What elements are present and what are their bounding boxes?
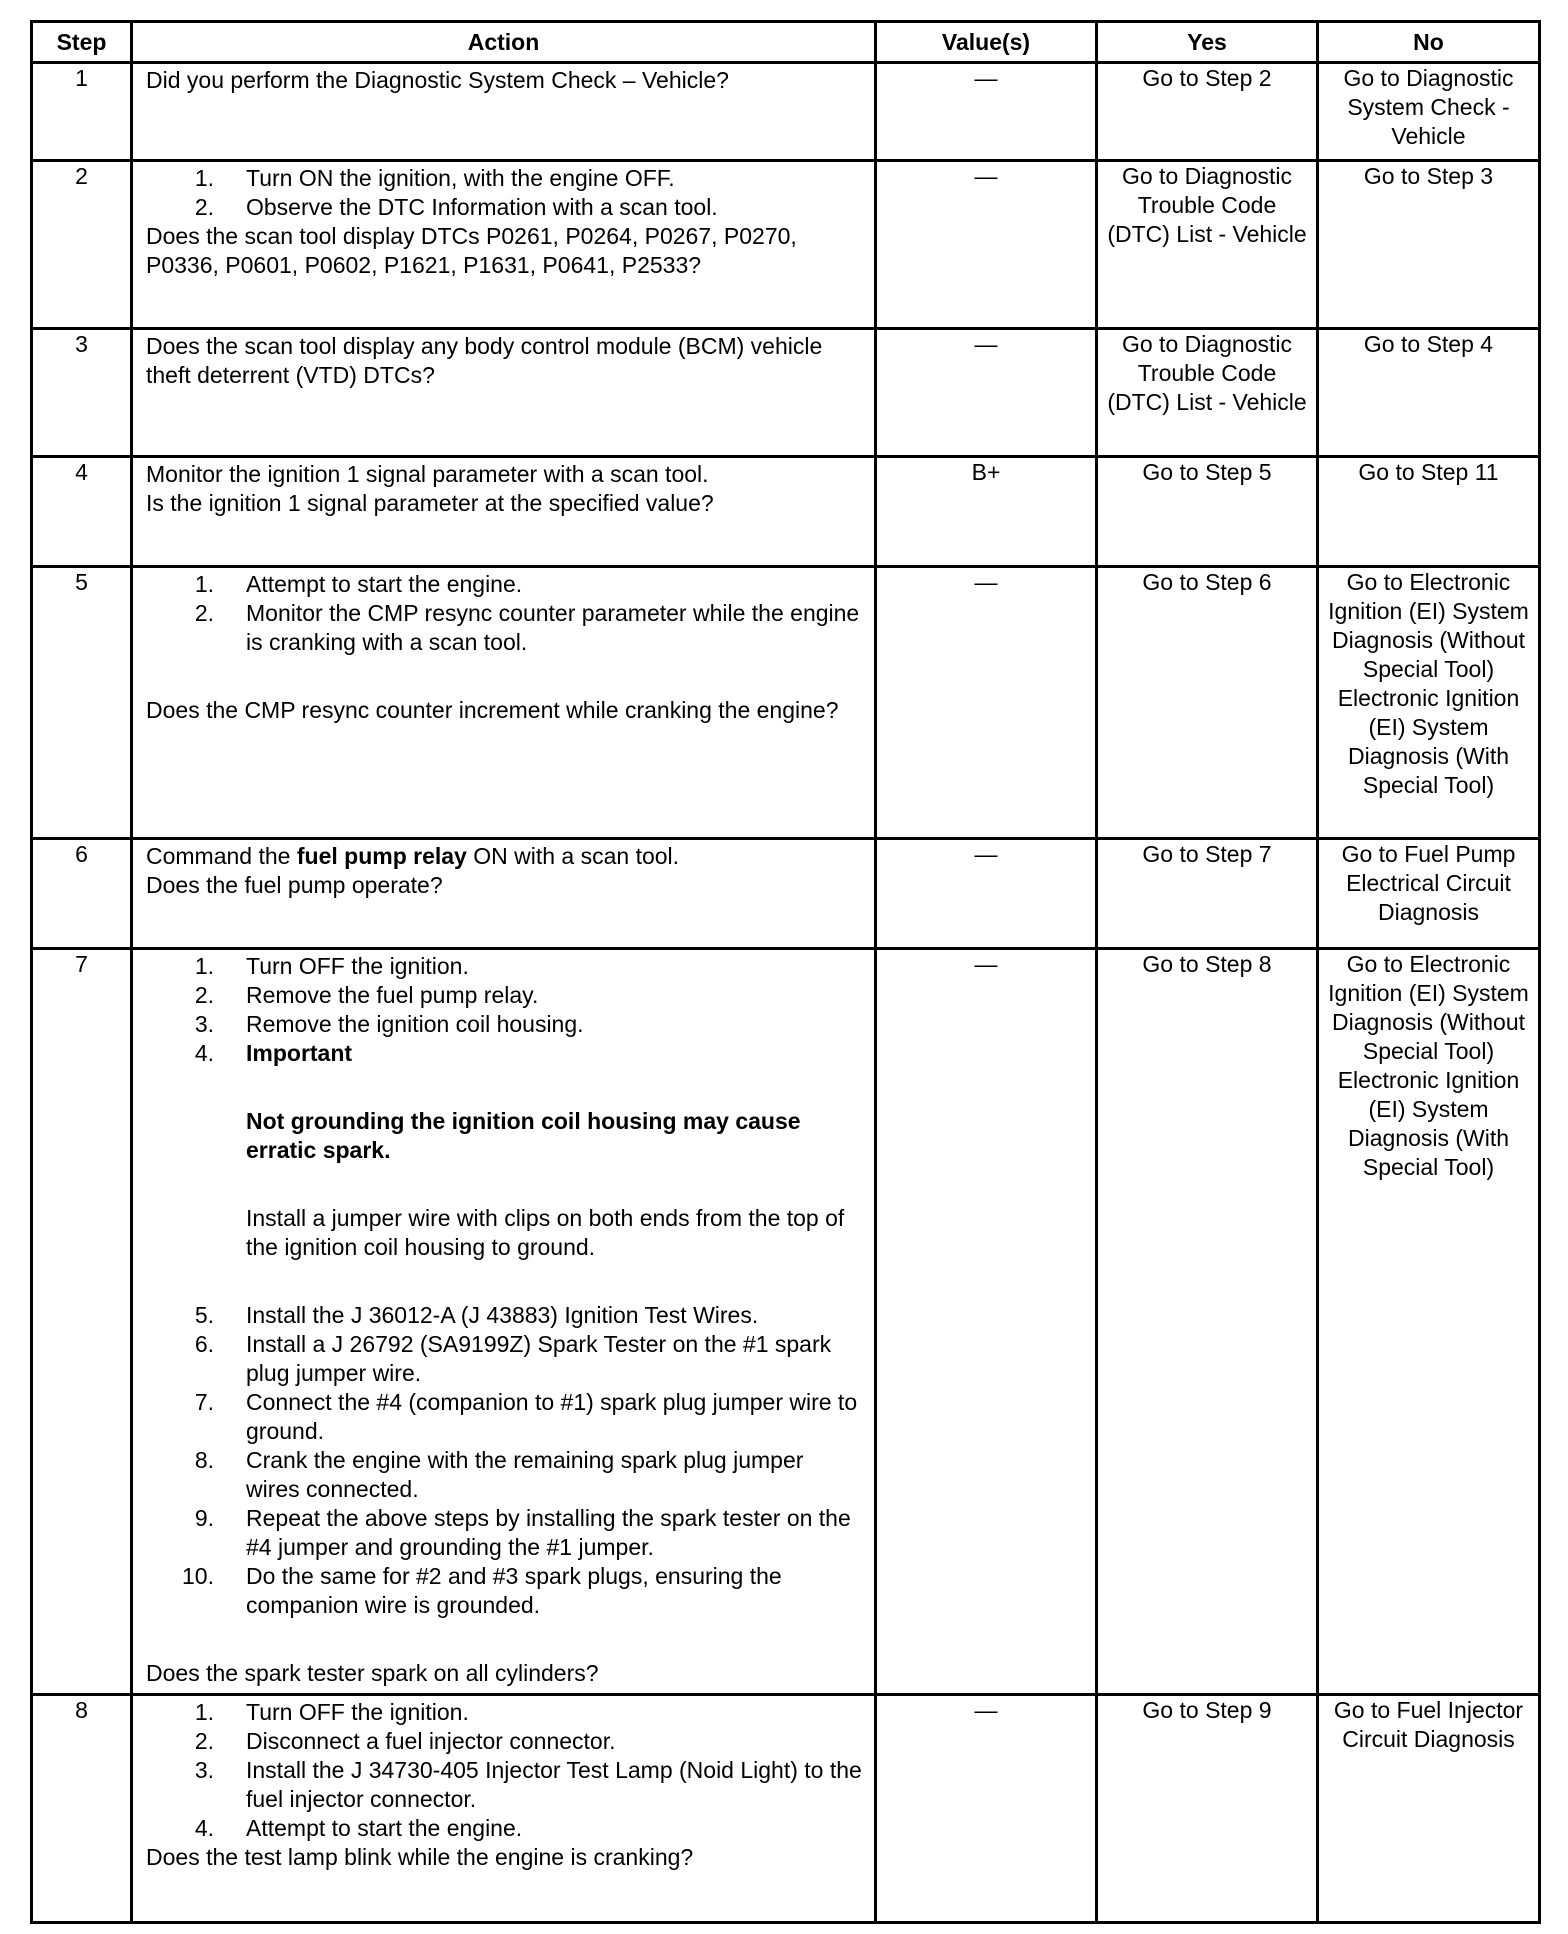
yes-cell [1097, 567, 1318, 839]
yes-link[interactable]: Go to Diagnostic Trouble Code (DTC) List - Vehicle [1107, 163, 1307, 247]
yes-cell [1097, 161, 1318, 329]
no-link[interactable]: Go to Diagnostic System Check - Vehicle [1343, 65, 1514, 149]
value-cell: B+ [876, 457, 1097, 567]
action-cell [132, 1695, 876, 1923]
no-cell [1318, 949, 1540, 1695]
action-steps [146, 1698, 862, 1843]
yes-link[interactable]: Go to Step 6 [1142, 569, 1272, 595]
yes-cell [1097, 457, 1318, 567]
yes-cell [1097, 329, 1318, 457]
action-steps [146, 570, 862, 657]
yes-link[interactable]: Go to Step 9 [1142, 1697, 1272, 1723]
list-item: 4. Important [194, 1040, 353, 1066]
yes-cell [1097, 63, 1318, 161]
step-number: 2 [32, 161, 132, 329]
yes-cell [1097, 1695, 1318, 1923]
no-link[interactable]: Go to Electronic Ignition (EI) System Diagnosis (Without Special Tool) Electronic Ignition (EI) System Diagnosis (With Special Tool) [1328, 951, 1529, 1180]
table-row [32, 63, 1540, 161]
action-cell [132, 949, 876, 1695]
action-cell [132, 329, 876, 457]
action-question: Does the scan tool display DTCs P0261, P0264, P0267, P0270, P0336, P0601, P0602, P1621, P1631, P0641, P2533? [146, 223, 797, 278]
table-row [32, 949, 1540, 1695]
action-question: Does the test lamp blink while the engine is cranking? [146, 1844, 694, 1870]
list-item: 5. Install the J 36012-A (J 43883) Ignition Test Wires. [194, 1302, 759, 1328]
list-item: 9. Repeat the above steps by installing the spark tester on the #4 jumper and grounding the #1 jumper. [194, 1505, 851, 1560]
table-row [32, 839, 1540, 949]
value-cell: — [876, 1695, 1097, 1923]
list-item: 1. Turn ON the ignition, with the engine OFF. [194, 165, 675, 191]
action-question: Does the CMP resync counter increment while cranking the engine? [146, 697, 839, 723]
no-link[interactable]: Go to Step 3 [1363, 163, 1494, 189]
list-item: 6. Install a J 26792 (SA9199Z) Spark Tester on the #1 spark plug jumper wire. [194, 1331, 832, 1386]
value-cell: — [876, 949, 1097, 1695]
action-question: Does the fuel pump operate? [146, 872, 443, 898]
no-link[interactable]: Go to Electronic Ignition (EI) System Diagnosis (Without Special Tool) Electronic Ignition (EI) System Diagnosis (With Special Tool) [1328, 569, 1529, 798]
step-number: 1 [32, 63, 132, 161]
list-item: 4. Attempt to start the engine. [194, 1815, 523, 1841]
yes-link[interactable]: Go to Step 5 [1142, 459, 1272, 485]
action-question: Does the scan tool display any body control module (BCM) vehicle theft deterrent (VTD) DTCs? [146, 333, 823, 388]
action-instruction: Monitor the ignition 1 signal parameter with a scan tool. [146, 461, 709, 487]
step-number: 6 [32, 839, 132, 949]
important-text: Install a jumper wire with clips on both ends from the top of the ignition coil housing to ground. [246, 1205, 845, 1260]
value-cell: — [876, 329, 1097, 457]
no-link[interactable]: Go to Step 4 [1363, 331, 1494, 357]
yes-link[interactable]: Go to Step 8 [1142, 951, 1272, 977]
no-link[interactable]: Go to Fuel Pump Electrical Circuit Diagnosis [1341, 841, 1516, 925]
no-cell [1318, 63, 1540, 161]
no-cell [1318, 567, 1540, 839]
step-number: 3 [32, 329, 132, 457]
list-item: 3. Remove the ignition coil housing. [194, 1011, 584, 1037]
list-item: 1. Attempt to start the engine. [194, 571, 523, 597]
header-row [32, 22, 1540, 63]
table-row [32, 329, 1540, 457]
value-cell: — [876, 839, 1097, 949]
important-note: Not grounding the ignition coil housing may cause erratic spark. [246, 1108, 801, 1163]
yes-link[interactable]: Go to Step 2 [1142, 65, 1272, 91]
header-no: No [1318, 22, 1540, 63]
step-number: 7 [32, 949, 132, 1695]
value-cell: — [876, 567, 1097, 839]
step-number: 5 [32, 567, 132, 839]
list-item: 7. Connect the #4 (companion to #1) spark plug jumper wire to ground. [194, 1389, 858, 1444]
list-item: 1. Turn OFF the ignition. [194, 1699, 469, 1725]
action-cell [132, 839, 876, 949]
important-block [146, 1068, 862, 1301]
yes-cell [1097, 949, 1318, 1695]
step-number: 4 [32, 457, 132, 567]
header-values: Value(s) [876, 22, 1097, 63]
list-item: 2. Remove the fuel pump relay. [194, 982, 539, 1008]
list-item: 3. Install the J 34730-405 Injector Test Lamp (Noid Light) to the fuel injector connector. [194, 1757, 862, 1812]
action-question: Did you perform the Diagnostic System Check – Vehicle? [146, 67, 729, 93]
table-row [32, 1695, 1540, 1923]
no-cell [1318, 1695, 1540, 1923]
header-yes: Yes [1097, 22, 1318, 63]
no-cell [1318, 161, 1540, 329]
yes-link[interactable]: Go to Diagnostic Trouble Code (DTC) List - Vehicle [1107, 331, 1307, 415]
list-item: 2. Disconnect a fuel injector connector. [194, 1728, 616, 1754]
header-action: Action [132, 22, 876, 63]
no-cell [1318, 329, 1540, 457]
no-link[interactable]: Go to Fuel Injector Circuit Diagnosis [1333, 1697, 1524, 1752]
yes-cell [1097, 839, 1318, 949]
action-steps [146, 164, 862, 222]
list-item: 1. Turn OFF the ignition. [194, 953, 469, 979]
step-number: 8 [32, 1695, 132, 1923]
action-cell [132, 457, 876, 567]
value-cell: — [876, 161, 1097, 329]
diagnostic-table [30, 20, 1541, 1924]
action-cell [132, 567, 876, 839]
list-item: 2. Observe the DTC Information with a scan tool. [194, 194, 718, 220]
no-cell [1318, 457, 1540, 567]
table-row [32, 567, 1540, 839]
action-cell [132, 63, 876, 161]
action-cell [132, 161, 876, 329]
list-item: 10. Do the same for #2 and #3 spark plugs, ensuring the companion wire is grounded. [182, 1563, 782, 1618]
action-steps [146, 952, 862, 1620]
value-cell: — [876, 63, 1097, 161]
yes-link[interactable]: Go to Step 7 [1142, 841, 1272, 867]
list-item: 8. Crank the engine with the remaining spark plug jumper wires connected. [194, 1447, 804, 1502]
header-step: Step [32, 22, 132, 63]
action-question: Does the spark tester spark on all cylinders? [146, 1660, 599, 1686]
no-link[interactable]: Go to Step 11 [1358, 459, 1499, 485]
action-instruction: Command the fuel pump relay ON with a scan tool. [146, 843, 680, 869]
action-question: Is the ignition 1 signal parameter at the specified value? [146, 490, 714, 516]
table-row [32, 161, 1540, 329]
no-cell [1318, 839, 1540, 949]
list-item: 2. Monitor the CMP resync counter parameter while the engine is cranking with a scan tool. [194, 600, 860, 655]
table-row [32, 457, 1540, 567]
